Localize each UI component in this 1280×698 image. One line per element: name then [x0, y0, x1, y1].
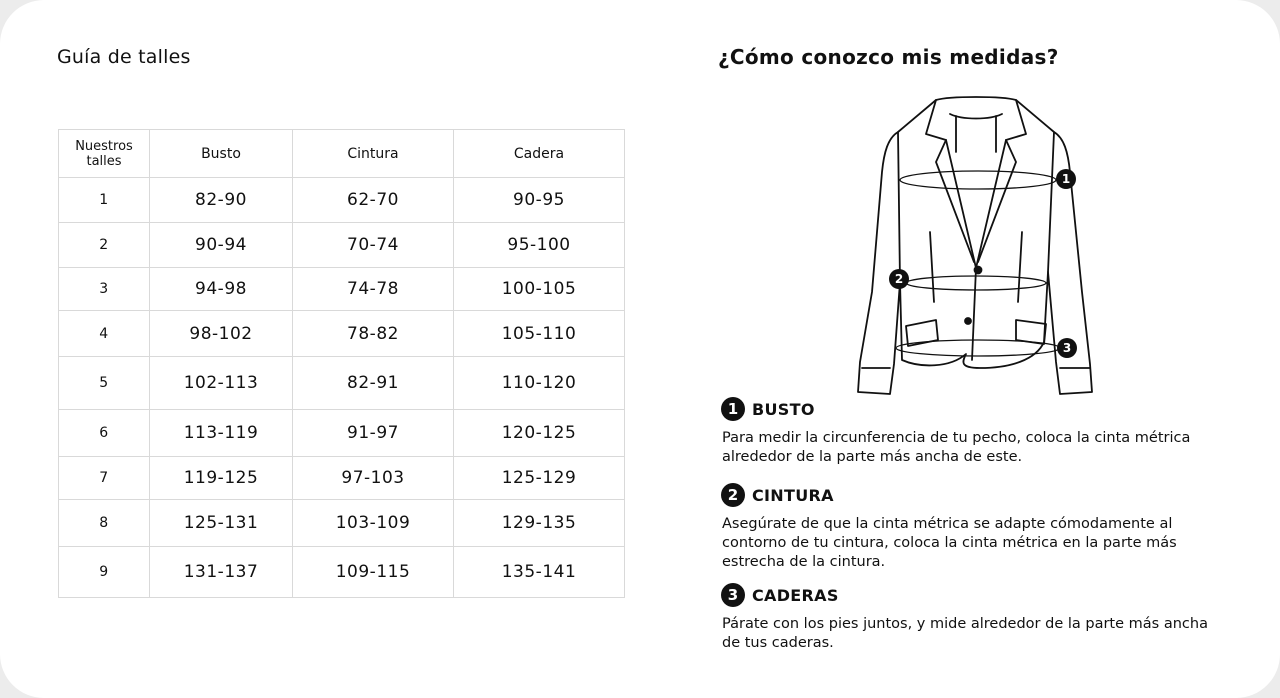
bust-cell: 90-94: [150, 223, 293, 268]
number-one-icon: 1: [721, 397, 745, 421]
hip-cell: 135-141: [454, 547, 625, 598]
table-row: [59, 357, 625, 410]
table-row: [59, 311, 625, 357]
waist-cell: 103-109: [293, 500, 454, 547]
size-guide-title: Guía de talles: [57, 46, 191, 68]
hip-title: CADERAS: [752, 585, 839, 605]
waist-cell: 91-97: [293, 410, 454, 457]
waist-cell: 74-78: [293, 268, 454, 311]
bust-cell: 94-98: [150, 268, 293, 311]
bust-cell: 113-119: [150, 410, 293, 457]
waist-heading: [721, 482, 1256, 508]
bust-cell: 102-113: [150, 357, 293, 410]
column-header-size: Nuestros talles: [59, 130, 150, 178]
table-row: [59, 547, 625, 598]
hip-cell: 110-120: [454, 357, 625, 410]
size-cell: 1: [59, 178, 150, 223]
waist-cell: 82-91: [293, 357, 454, 410]
marker-2: 2: [889, 269, 909, 289]
waist-section: [721, 482, 1256, 572]
bust-section: [721, 396, 1256, 467]
bust-description: Para medir la circunferencia de tu pecho, coloca la cinta métrica alrededor de la parte más ancha de este.: [722, 430, 1191, 465]
bust-title: BUSTO: [752, 399, 815, 419]
column-header-waist: Cintura: [293, 130, 454, 178]
hip-cell: 95-100: [454, 223, 625, 268]
bust-cell: 131-137: [150, 547, 293, 598]
column-header-bust: Busto: [150, 130, 293, 178]
size-cell: 7: [59, 457, 150, 500]
measurements-title: ¿Cómo conozco mis medidas?: [718, 45, 1059, 69]
size-cell: 2: [59, 223, 150, 268]
number-two-icon: 2: [721, 483, 745, 507]
table-row: [59, 500, 625, 547]
waist-cell: 78-82: [293, 311, 454, 357]
bust-cell: 125-131: [150, 500, 293, 547]
size-cell: 9: [59, 547, 150, 598]
table-row: [59, 178, 625, 223]
hip-cell: 125-129: [454, 457, 625, 500]
waist-cell: 109-115: [293, 547, 454, 598]
size-table: [58, 129, 625, 598]
size-cell: 5: [59, 357, 150, 410]
size-cell: 3: [59, 268, 150, 311]
bust-cell: 119-125: [150, 457, 293, 500]
hip-heading: [721, 582, 1256, 608]
bust-heading: [721, 396, 1256, 422]
table-header-row: [59, 130, 625, 178]
waist-cell: 62-70: [293, 178, 454, 223]
waist-cell: 70-74: [293, 223, 454, 268]
size-cell: 8: [59, 500, 150, 547]
hip-section: [721, 582, 1256, 653]
waist-description: Asegúrate de que la cinta métrica se adapte cómodamente al contorno de tu cintura, coloca la cinta métrica en la parte más estrecha de la cintura.: [722, 516, 1177, 570]
size-cell: 6: [59, 410, 150, 457]
bust-cell: 98-102: [150, 311, 293, 357]
table-row: [59, 268, 625, 311]
waist-cell: 97-103: [293, 457, 454, 500]
marker-1: 1: [1056, 169, 1076, 189]
hip-cell: 105-110: [454, 311, 625, 357]
marker-3: 3: [1057, 338, 1077, 358]
table-row: [59, 457, 625, 500]
size-cell: 4: [59, 311, 150, 357]
hip-cell: 100-105: [454, 268, 625, 311]
number-three-icon: 3: [721, 583, 745, 607]
hip-cell: 129-135: [454, 500, 625, 547]
column-header-hip: Cadera: [454, 130, 625, 178]
waist-title: CINTURA: [752, 485, 834, 505]
hip-description: Párate con los pies juntos, y mide alrededor de la parte más ancha de tus caderas.: [722, 616, 1208, 651]
table-row: [59, 410, 625, 457]
table-row: [59, 223, 625, 268]
hip-cell: 90-95: [454, 178, 625, 223]
hip-cell: 120-125: [454, 410, 625, 457]
bust-cell: 82-90: [150, 178, 293, 223]
